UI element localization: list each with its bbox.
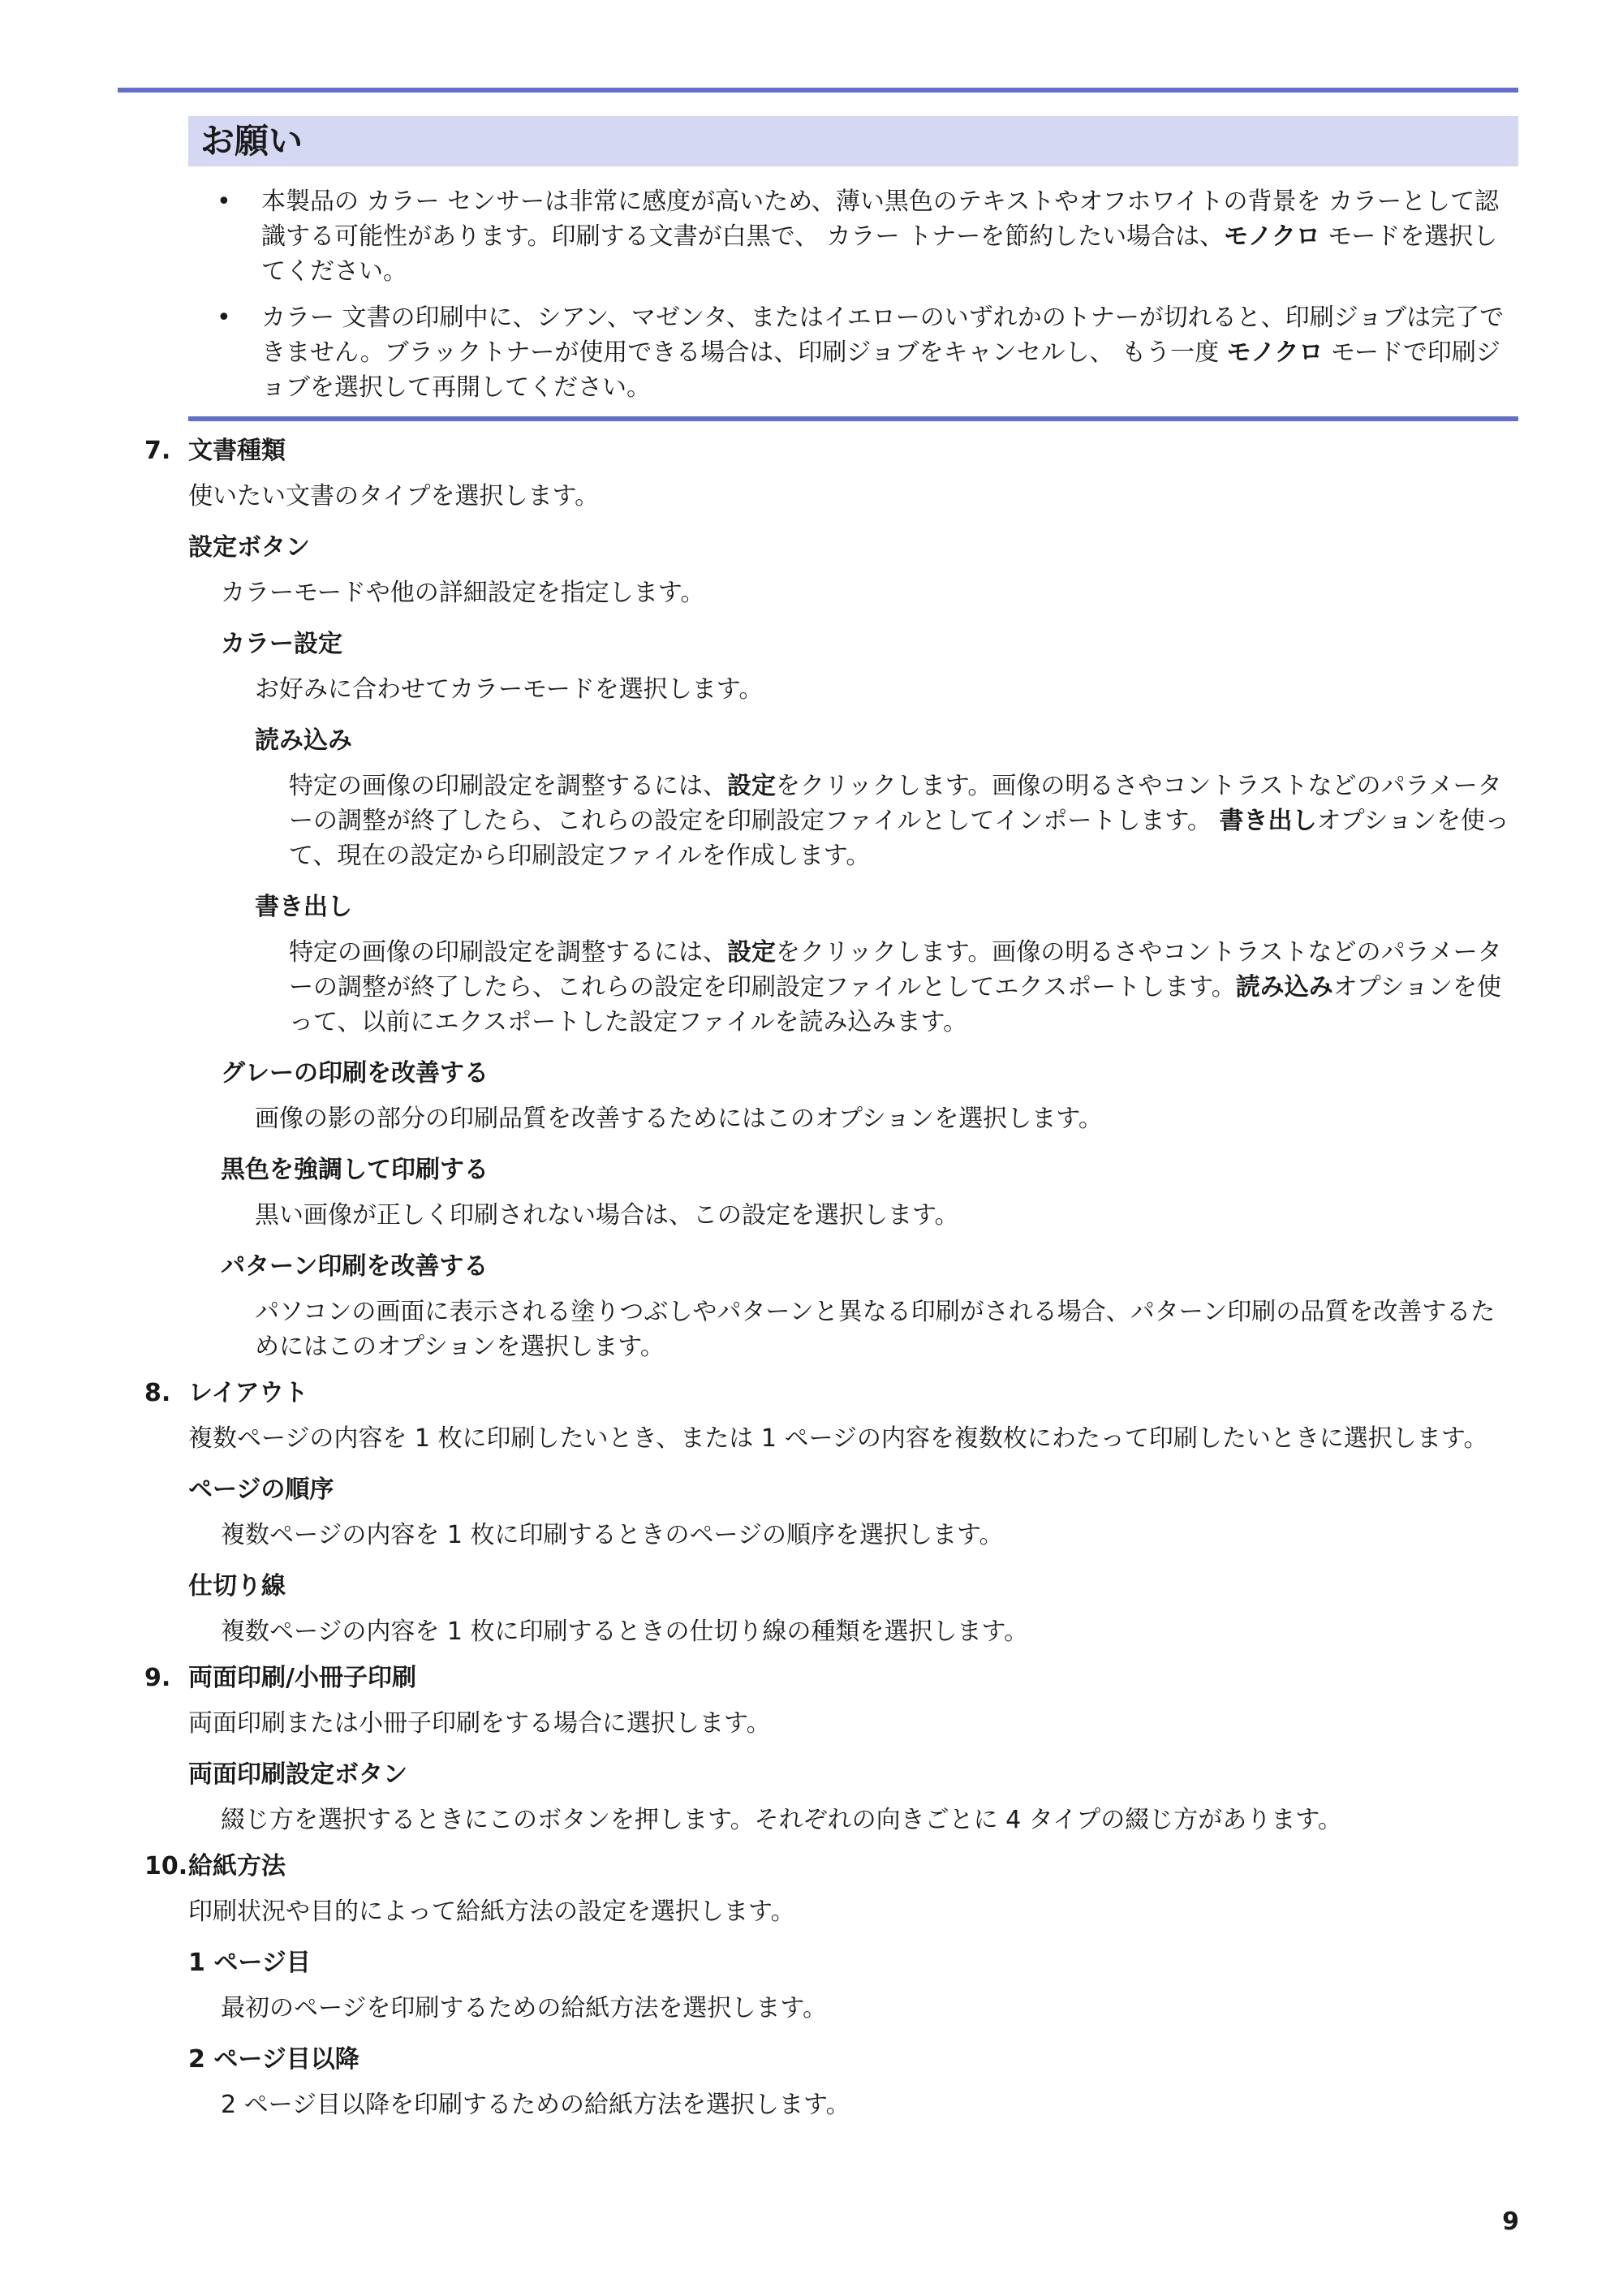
export-heading: 書き出し	[255, 893, 352, 921]
bullet-icon: •	[217, 187, 231, 216]
settings-button-heading: 設定ボタン	[188, 533, 310, 562]
section-10-heading: 10. 給紙方法	[144, 1852, 286, 1880]
main-content	[144, 422, 1518, 2122]
first-page-desc: 最初のページを印刷するための給紙方法を選択します。	[221, 1994, 827, 2022]
settings-button-desc: カラーモードや他の詳細設定を指定します。	[221, 579, 705, 607]
pattern-desc: パソコンの画面に表示される塗りつぶしやパターンと異なる印刷がされる場合、パターン印刷の品質を改善するためにはこのオプションを選択します。	[255, 1298, 1496, 1361]
notice-list	[188, 184, 1518, 405]
gray-heading: グレーの印刷を改善する	[221, 1059, 489, 1088]
bullet-icon: •	[217, 304, 231, 332]
rest-pages-desc: 2 ページ目以降を印刷するための給紙方法を選択します。	[221, 2091, 850, 2119]
section-10-desc: 印刷状況や目的によって給紙方法の設定を選択します。	[188, 1898, 795, 1926]
notice-box	[188, 116, 1518, 421]
notice-title: お願い	[188, 116, 1518, 166]
black-heading: 黒色を強調して印刷する	[221, 1156, 489, 1184]
notice-bottom-rule	[188, 416, 1518, 421]
notice-item: • 本製品の カラー センサーは非常に感度が高いため、薄い黒色のテキストやオフホワイトの背景を カラーとして認識する可能性があります。印刷する文書が白黒で、 カラー トナーを節約したい場合は、モノクロ モードを選択してください。	[188, 184, 1518, 289]
section-8-desc: 複数ページの内容を 1 枚に印刷したいとき、または 1 ページの内容を複数枚にわたって印刷したいときに選択します。	[188, 1424, 1488, 1453]
section-7-desc: 使いたい文書のタイプを選択します。	[188, 482, 600, 510]
top-rule	[118, 88, 1518, 93]
section-8-heading: 8. レイアウト	[144, 1379, 308, 1407]
import-heading: 読み込み	[255, 726, 352, 755]
section-9-heading: 9. 両面印刷/小冊子印刷	[144, 1664, 416, 1692]
gray-desc: 画像の影の部分の印刷品質を改善するためにはこのオプションを選択します。	[255, 1105, 1103, 1133]
pattern-heading: パターン印刷を改善する	[221, 1252, 489, 1281]
color-settings-heading: カラー設定	[221, 630, 342, 658]
color-settings-desc: お好みに合わせてカラーモードを選択します。	[255, 675, 764, 704]
export-desc: 特定の画像の印刷設定を調整するには、設定をクリックします。画像の明るさやコントラストなどのパラメーターの調整が終了したら、これらの設定を印刷設定ファイルとしてエクスポートします。読み込みオプションを使って、以前にエクスポートした設定ファイルを読み込みます。	[289, 938, 1502, 1036]
section-7-heading: 7. 文書種類	[144, 437, 286, 465]
black-desc: 黒い画像が正しく印刷されない場合は、この設定を選択します。	[255, 1201, 959, 1230]
section-9-desc: 両面印刷または小冊子印刷をする場合に選択します。	[188, 1709, 771, 1738]
page-order-desc: 複数ページの内容を 1 枚に印刷するときのページの順序を選択します。	[221, 1521, 1004, 1549]
notice-item: • カラー 文書の印刷中に、シアン、マゼンタ、またはイエローのいずれかのトナーが切れると、印刷ジョブは完了できません。ブラックトナーが使用できる場合は、印刷ジョブをキャンセルし、 もう一度 モノクロ モードで印刷ジョブを選択して再開してください。	[188, 300, 1518, 405]
duplex-button-desc: 綴じ方を選択するときにこのボタンを押します。それぞれの向きごとに 4 タイプの綴じ方があります。	[221, 1806, 1342, 1834]
border-line-heading: 仕切り線	[188, 1572, 286, 1600]
page-number: 9	[1502, 2208, 1519, 2236]
rest-pages-heading: 2 ページ目以降	[188, 2045, 359, 2074]
duplex-button-heading: 両面印刷設定ボタン	[188, 1760, 407, 1789]
page-order-heading: ページの順序	[188, 1475, 334, 1504]
border-line-desc: 複数ページの内容を 1 枚に印刷するときの仕切り線の種類を選択します。	[221, 1618, 1029, 1646]
import-desc: 特定の画像の印刷設定を調整するには、設定をクリックします。画像の明るさやコントラストなどのパラメーターの調整が終了したら、これらの設定を印刷設定ファイルとしてインポートします。 書き出しオプションを使って、現在の設定から印刷設定ファイルを作成します。	[289, 772, 1509, 870]
first-page-heading: 1 ページ目	[188, 1949, 311, 1977]
